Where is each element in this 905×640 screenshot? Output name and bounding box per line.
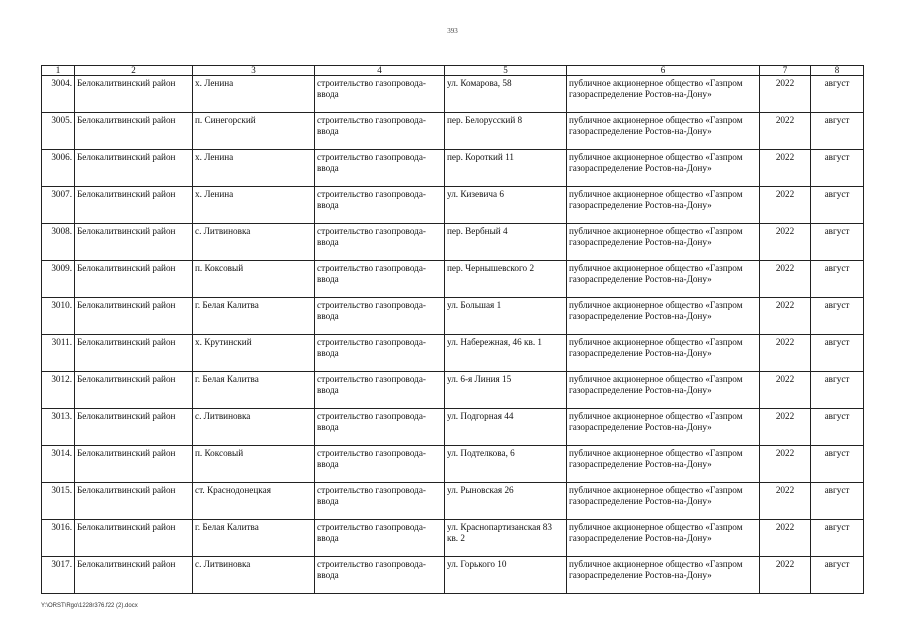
address-cell: пер. Вербный 4 — [445, 224, 567, 261]
organization-cell: публичное акционерное общество «Газпром газораспределение Ростов-на-Дону» — [567, 150, 760, 187]
month-cell: август — [811, 76, 864, 113]
month-cell: август — [811, 224, 864, 261]
column-header-2: 2 — [75, 66, 193, 76]
year-cell: 2022 — [760, 187, 811, 224]
year-cell: 2022 — [760, 557, 811, 594]
address-cell: ул. Рыновская 26 — [445, 483, 567, 520]
address-cell: ул. Комарова, 58 — [445, 76, 567, 113]
row-number-cell: 3011. — [42, 335, 75, 372]
table-row — [42, 261, 864, 298]
row-number-cell: 3009. — [42, 261, 75, 298]
table-row — [42, 409, 864, 446]
year-cell: 2022 — [760, 76, 811, 113]
month-cell: август — [811, 298, 864, 335]
year-cell: 2022 — [760, 520, 811, 557]
address-cell: пер. Чернышевского 2 — [445, 261, 567, 298]
document-file-path: Y:\ORST\Rgo\1228r376.f22 (2).docx — [41, 603, 138, 609]
month-cell: август — [811, 520, 864, 557]
row-number-cell: 3015. — [42, 483, 75, 520]
organization-cell: публичное акционерное общество «Газпром газораспределение Ростов-на-Дону» — [567, 483, 760, 520]
address-cell: ул. Большая 1 — [445, 298, 567, 335]
organization-cell: публичное акционерное общество «Газпром газораспределение Ростов-на-Дону» — [567, 298, 760, 335]
year-cell: 2022 — [760, 113, 811, 150]
address-cell: ул. Краснопартизанская 83 кв. 2 — [445, 520, 567, 557]
work-type-cell: строительство газопровода-ввода — [315, 76, 445, 113]
month-cell: август — [811, 557, 864, 594]
table-row — [42, 520, 864, 557]
table-row — [42, 372, 864, 409]
column-header-8: 8 — [811, 66, 864, 76]
row-number-cell: 3012. — [42, 372, 75, 409]
month-cell: август — [811, 187, 864, 224]
organization-cell: публичное акционерное общество «Газпром газораспределение Ростов-на-Дону» — [567, 446, 760, 483]
month-cell: август — [811, 150, 864, 187]
address-cell: ул. Подтелкова, 6 — [445, 446, 567, 483]
table-row — [42, 76, 864, 113]
column-header-4: 4 — [315, 66, 445, 76]
district-cell: Белокалитвинский район — [75, 261, 193, 298]
district-cell: Белокалитвинский район — [75, 76, 193, 113]
district-cell: Белокалитвинский район — [75, 335, 193, 372]
work-type-cell: строительство газопровода-ввода — [315, 224, 445, 261]
district-cell: Белокалитвинский район — [75, 409, 193, 446]
organization-cell: публичное акционерное общество «Газпром газораспределение Ростов-на-Дону» — [567, 224, 760, 261]
settlement-cell: г. Белая Калитва — [193, 372, 315, 409]
month-cell: август — [811, 372, 864, 409]
work-type-cell: строительство газопровода-ввода — [315, 298, 445, 335]
address-cell: пер. Белорусский 8 — [445, 113, 567, 150]
table-row — [42, 483, 864, 520]
district-cell: Белокалитвинский район — [75, 298, 193, 335]
organization-cell: публичное акционерное общество «Газпром газораспределение Ростов-на-Дону» — [567, 76, 760, 113]
row-number-cell: 3013. — [42, 409, 75, 446]
year-cell: 2022 — [760, 446, 811, 483]
row-number-cell: 3010. — [42, 298, 75, 335]
column-header-7: 7 — [760, 66, 811, 76]
district-cell: Белокалитвинский район — [75, 520, 193, 557]
settlement-cell: ст. Краснодонецкая — [193, 483, 315, 520]
month-cell: август — [811, 409, 864, 446]
work-type-cell: строительство газопровода-ввода — [315, 261, 445, 298]
row-number-cell: 3004. — [42, 76, 75, 113]
table-row — [42, 113, 864, 150]
work-type-cell: строительство газопровода-ввода — [315, 150, 445, 187]
year-cell: 2022 — [760, 483, 811, 520]
address-cell: ул. Кизевича 6 — [445, 187, 567, 224]
month-cell: август — [811, 261, 864, 298]
address-cell: ул. Горького 10 — [445, 557, 567, 594]
month-cell: август — [811, 446, 864, 483]
settlement-cell: с. Литвиновка — [193, 409, 315, 446]
row-number-cell: 3006. — [42, 150, 75, 187]
settlement-cell: п. Коксовый — [193, 446, 315, 483]
row-number-cell: 3007. — [42, 187, 75, 224]
table-row — [42, 446, 864, 483]
work-type-cell: строительство газопровода-ввода — [315, 446, 445, 483]
table-body — [42, 76, 864, 594]
organization-cell: публичное акционерное общество «Газпром газораспределение Ростов-на-Дону» — [567, 335, 760, 372]
work-type-cell: строительство газопровода-ввода — [315, 483, 445, 520]
settlement-cell: х. Ленина — [193, 187, 315, 224]
district-cell: Белокалитвинский район — [75, 483, 193, 520]
work-type-cell: строительство газопровода-ввода — [315, 113, 445, 150]
organization-cell: публичное акционерное общество «Газпром газораспределение Ростов-на-Дону» — [567, 372, 760, 409]
year-cell: 2022 — [760, 298, 811, 335]
header-row — [42, 66, 864, 76]
work-type-cell: строительство газопровода-ввода — [315, 335, 445, 372]
row-number-cell: 3008. — [42, 224, 75, 261]
year-cell: 2022 — [760, 150, 811, 187]
column-header-1: 1 — [42, 66, 75, 76]
work-type-cell: строительство газопровода-ввода — [315, 557, 445, 594]
row-number-cell: 3014. — [42, 446, 75, 483]
district-cell: Белокалитвинский район — [75, 446, 193, 483]
organization-cell: публичное акционерное общество «Газпром газораспределение Ростов-на-Дону» — [567, 113, 760, 150]
settlement-cell: с. Литвиновка — [193, 557, 315, 594]
year-cell: 2022 — [760, 409, 811, 446]
address-cell: пер. Короткий 11 — [445, 150, 567, 187]
district-cell: Белокалитвинский район — [75, 372, 193, 409]
table-row — [42, 187, 864, 224]
gas-pipeline-table — [41, 65, 864, 594]
row-number-cell: 3005. — [42, 113, 75, 150]
district-cell: Белокалитвинский район — [75, 224, 193, 261]
settlement-cell: с. Литвиновка — [193, 224, 315, 261]
district-cell: Белокалитвинский район — [75, 187, 193, 224]
settlement-cell: п. Коксовый — [193, 261, 315, 298]
table-row — [42, 224, 864, 261]
settlement-cell: х. Крутинский — [193, 335, 315, 372]
row-number-cell: 3016. — [42, 520, 75, 557]
settlement-cell: х. Ленина — [193, 150, 315, 187]
district-cell: Белокалитвинский район — [75, 557, 193, 594]
work-type-cell: строительство газопровода-ввода — [315, 372, 445, 409]
organization-cell: публичное акционерное общество «Газпром газораспределение Ростов-на-Дону» — [567, 557, 760, 594]
settlement-cell: г. Белая Калитва — [193, 520, 315, 557]
district-cell: Белокалитвинский район — [75, 150, 193, 187]
month-cell: август — [811, 113, 864, 150]
column-header-3: 3 — [193, 66, 315, 76]
settlement-cell: г. Белая Калитва — [193, 298, 315, 335]
table-row — [42, 557, 864, 594]
column-header-6: 6 — [567, 66, 760, 76]
year-cell: 2022 — [760, 261, 811, 298]
year-cell: 2022 — [760, 224, 811, 261]
table-row — [42, 150, 864, 187]
address-cell: ул. Набережная, 46 кв. 1 — [445, 335, 567, 372]
month-cell: август — [811, 483, 864, 520]
year-cell: 2022 — [760, 335, 811, 372]
address-cell: ул. 6-я Линия 15 — [445, 372, 567, 409]
settlement-cell: п. Синегорский — [193, 113, 315, 150]
organization-cell: публичное акционерное общество «Газпром газораспределение Ростов-на-Дону» — [567, 520, 760, 557]
page-number: 393 — [447, 27, 458, 35]
organization-cell: публичное акционерное общество «Газпром газораспределение Ростов-на-Дону» — [567, 187, 760, 224]
year-cell: 2022 — [760, 372, 811, 409]
settlement-cell: х. Ленина — [193, 76, 315, 113]
address-cell: ул. Подгорная 44 — [445, 409, 567, 446]
table-row — [42, 298, 864, 335]
organization-cell: публичное акционерное общество «Газпром газораспределение Ростов-на-Дону» — [567, 261, 760, 298]
district-cell: Белокалитвинский район — [75, 113, 193, 150]
month-cell: август — [811, 335, 864, 372]
table-row — [42, 335, 864, 372]
organization-cell: публичное акционерное общество «Газпром газораспределение Ростов-на-Дону» — [567, 409, 760, 446]
work-type-cell: строительство газопровода-ввода — [315, 520, 445, 557]
column-header-5: 5 — [445, 66, 567, 76]
work-type-cell: строительство газопровода-ввода — [315, 187, 445, 224]
work-type-cell: строительство газопровода-ввода — [315, 409, 445, 446]
row-number-cell: 3017. — [42, 557, 75, 594]
